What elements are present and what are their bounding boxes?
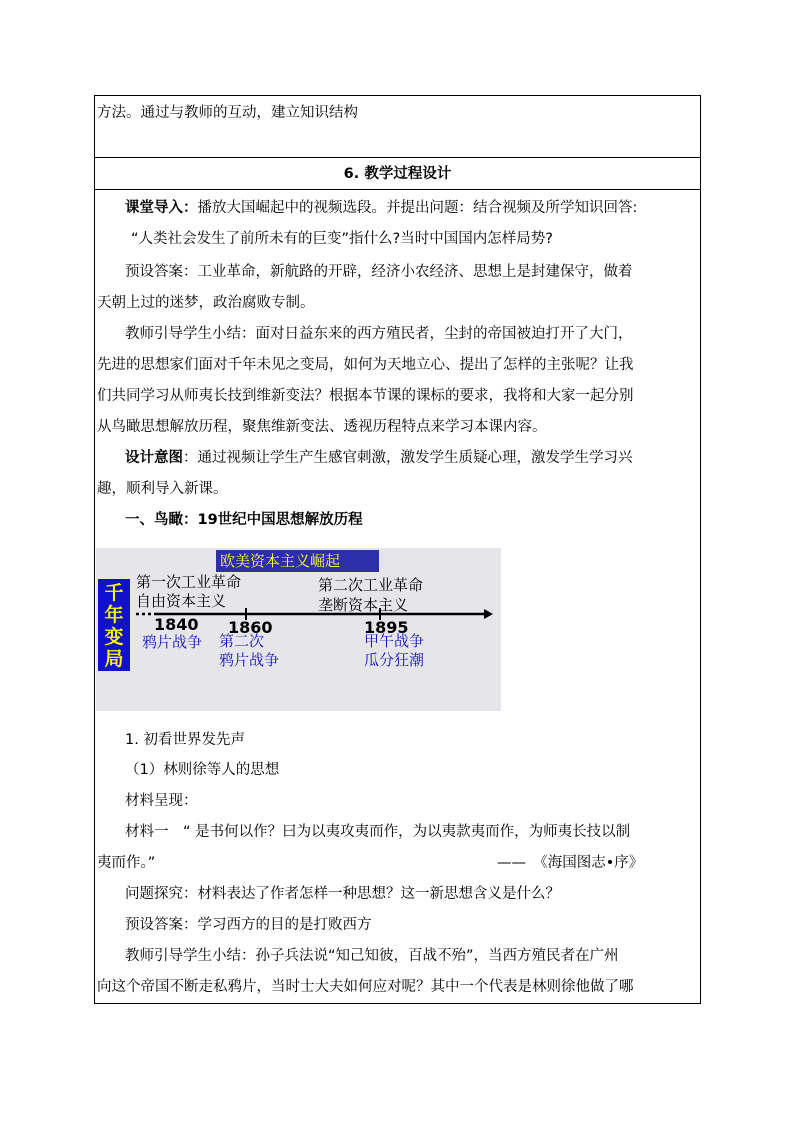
question: 问题探究：材料表达了作者怎样一种思想？这一新思想含义是什么？ [125,886,560,902]
subsection-1: 1. 初看世界发先声 [125,732,245,748]
side-char: 变 [104,626,124,648]
side-char: 千 [104,582,124,604]
lesson-plan-table [94,95,701,1004]
material1-line-2: 夷而作。” [97,855,156,871]
answer-line-2: 天朝上过的迷梦，政治腐败专制。 [97,295,315,311]
event-second-opium-war-l1: 第二次 [219,632,265,650]
material1-source: —— 《海国图志•序》 [497,855,644,871]
era-left-line-1: 第一次工业革命 [136,573,242,591]
timeline-figure [96,548,501,711]
row-divider [95,157,700,158]
summary1-line-4: 从鸟瞰思想解放历程，聚焦维新变法、透视历程特点来学习本课内容。 [97,419,547,435]
design-line-2: 趣，顺利导入新课。 [97,481,228,497]
year-1840: 1840 [154,615,199,634]
intro-line-1: 课堂导入：播放大国崛起中的视频选段。并提出问题：结合视频及所学知识回答: [125,200,638,216]
subsection-1-1: （1）林则徐等人的思想 [125,762,280,778]
era-left-line-2: 自由资本主义 [136,592,227,610]
event-second-opium-war-l2: 鸦片战争 [219,651,280,669]
intro-line-2: “人类社会发生了前所未有的巨变”指什么?当时中国国内怎样局势? [131,231,553,247]
section-heading: 6. 教学过程设计 [343,166,452,182]
event-sino-japanese-war: 甲午战争 [364,632,425,650]
figure-banner: 欧美资本主义崛起 [216,550,379,572]
top-cell-text: 方法。通过与教师的互动，建立知识结构 [97,105,358,121]
summary2-line-1: 教师引导学生小结：孙子兵法说“知己知彼，百战不殆”，当西方殖民者在广州 [125,948,619,964]
part1-title: 一、鸟瞰：19世纪中国思想解放历程 [125,512,363,528]
answer2: 预设答案：学习西方的目的是打败西方 [125,917,372,933]
summary2-line-2: 向这个帝国不断走私鸦片，当时士大夫如何应对呢？其中一个代表是林则徐他做了哪 [97,979,634,995]
side-char: 局 [104,648,124,670]
summary1-line-3: 们共同学习从师夷长技到维新变法？根据本节课的课标的要求，我将和大家一起分别 [97,388,634,404]
material-intro: 材料呈现： [125,793,198,809]
answer-line-1: 预设答案：工业革命，新航路的开辟，经济小农经济、思想上是封建保守，做着 [125,264,633,280]
year-1895: 1895 [364,618,409,637]
event-scramble: 瓜分狂潮 [364,651,425,669]
summary1-line-2: 先进的思想家们面对千年未见之变局，如何为天地立心、提出了怎样的主张呢？让我 [97,357,634,373]
era-right-line-1: 第二次工业革命 [318,576,424,594]
row-divider [95,189,700,190]
material1-line-1: 材料一 “ 是书何以作？曰为以夷攻夷而作，为以夷款夷而作，为师夷长技以制 [125,824,631,840]
year-1860: 1860 [228,618,273,637]
summary1-line-1: 教师引导学生小结：面对日益东来的西方殖民者，尘封的帝国被迫打开了大门， [125,326,633,342]
design-line-1: 设计意图：通过视频让学生产生感官刺激，激发学生质疑心理，激发学生学习兴 [125,450,633,466]
era-right-line-2: 垄断资本主义 [318,596,409,614]
event-opium-war: 鸦片战争 [142,633,203,651]
side-char: 年 [104,604,124,626]
